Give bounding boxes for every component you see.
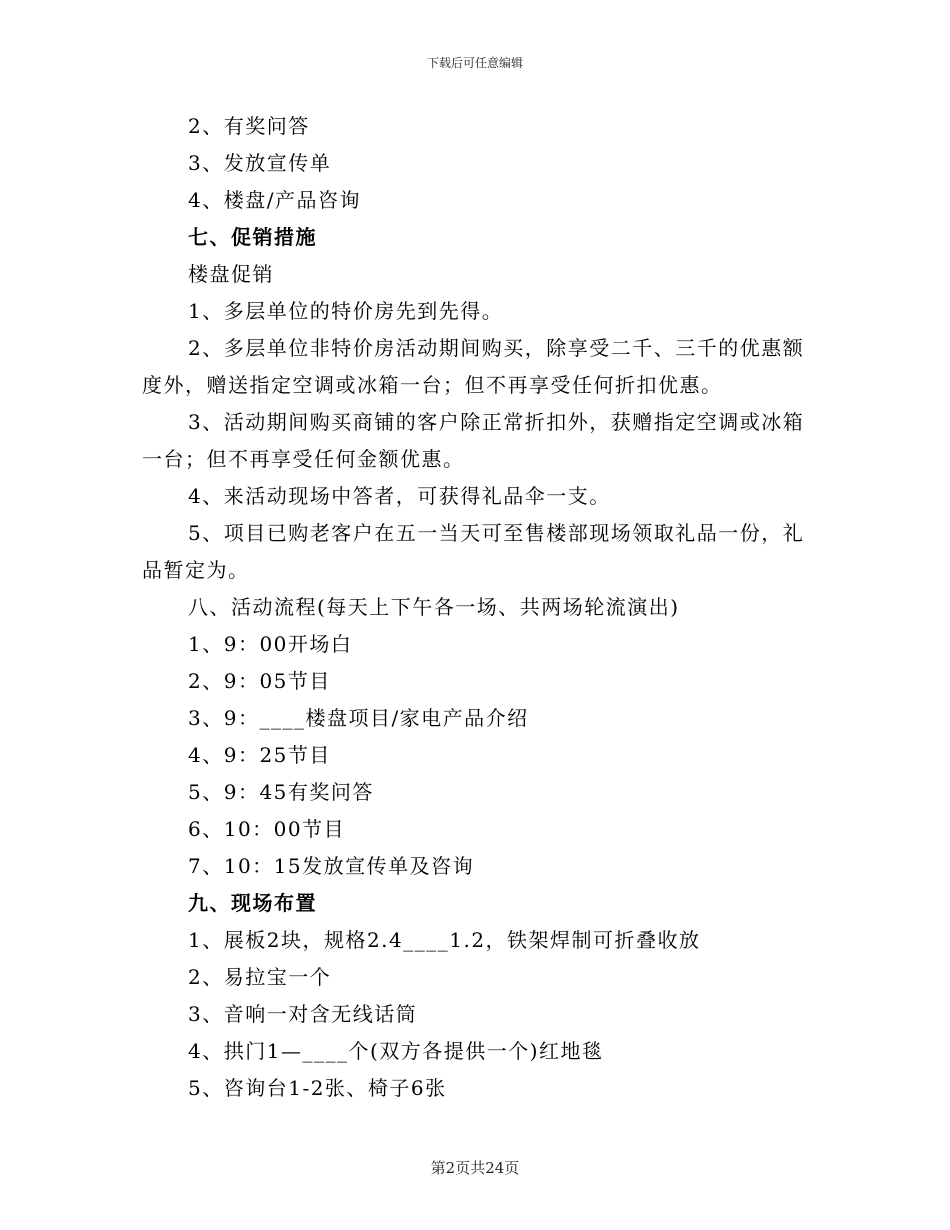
paragraph: 3、9：____楼盘项目/家电产品介绍 [188, 706, 529, 730]
paragraph: 4、来活动现场中答者，可获得礼品伞一支。 [188, 484, 611, 508]
paragraph: 5、项目已购老客户在五一当天可至售楼部现场领取礼品一份，礼品暂定为。 [142, 521, 805, 582]
paragraph: 2、9：05节目 [188, 669, 331, 693]
paragraph: 楼盘促销 [188, 262, 274, 286]
paragraph: 1、展板2块，规格2.4____1.2，铁架焊制可折叠收放 [188, 928, 701, 952]
paragraph: 7、10：15发放宣传单及咨询 [188, 854, 475, 878]
paragraph: 4、9：25节目 [188, 743, 331, 767]
paragraph: 6、10：00节目 [188, 817, 346, 841]
paragraph: 1、9：00开场白 [188, 632, 353, 656]
paragraph: 4、拱门1—____个(双方各提供一个)红地毯 [188, 1039, 604, 1063]
paragraph: 九、现场布置 [188, 891, 317, 915]
paragraph: 七、促销措施 [188, 225, 317, 249]
paragraph: 3、音响一对含无线话筒 [188, 1002, 418, 1026]
paragraph: 4、楼盘/产品咨询 [188, 188, 361, 212]
paragraph: 3、活动期间购买商铺的客户除正常折扣外，获赠指定空调或冰箱一台；但不再享受任何金额优惠。 [142, 410, 805, 471]
paragraph: 八、活动流程(每天上下午各一场、共两场轮流演出) [188, 595, 680, 619]
paragraph: 5、9：45有奖问答 [188, 780, 374, 804]
paragraph: 3、发放宣传单 [188, 151, 332, 175]
paragraph: 2、有奖问答 [188, 114, 310, 138]
document-body [142, 108, 810, 1107]
paragraph: 2、多层单位非特价房活动期间购买，除享受二千、三千的优惠额度外，赠送指定空调或冰箱一台；但不再享受任何折扣优惠。 [142, 336, 805, 397]
paragraph: 5、咨询台1-2张、椅子6张 [188, 1076, 447, 1100]
page-footer: 第2页共24页 [430, 1159, 520, 1177]
paragraph: 1、多层单位的特价房先到先得。 [188, 299, 504, 323]
paragraph: 2、易拉宝一个 [188, 965, 332, 989]
page-header: 下载后可任意编辑 [426, 56, 523, 70]
